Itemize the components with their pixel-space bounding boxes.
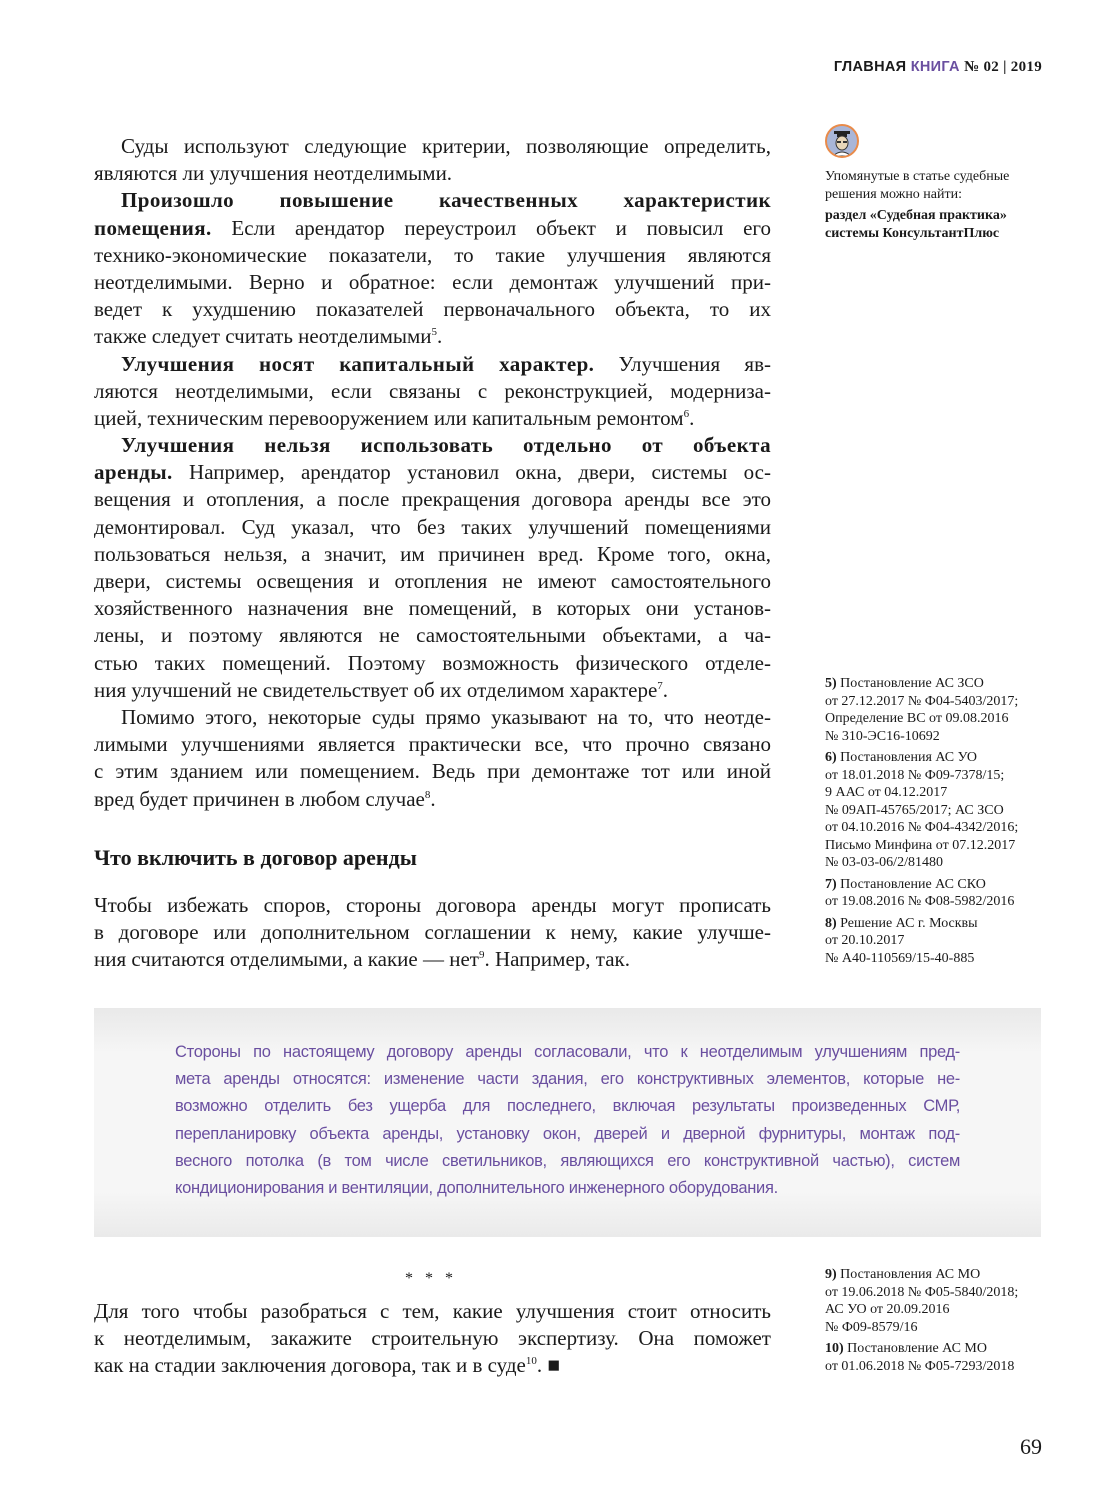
text-run: .: [662, 677, 669, 702]
footnote-line: [825, 950, 1050, 968]
footnote-text: Постановление АС ЗСО: [840, 676, 984, 691]
clause-line: кондиционирования и вентиляции, дополнительного инженерного оборудования.: [175, 1178, 778, 1197]
text-run: Улучшения яв-: [594, 351, 771, 376]
footnote: [825, 915, 1050, 968]
text-line: [94, 650, 771, 677]
footnote-number: 5): [825, 676, 841, 691]
magazine-title: ГЛАВНАЯ: [833, 59, 907, 75]
text-run: .: [437, 324, 443, 349]
text-run: как на стадии заключения договора, так и в суде: [94, 1353, 526, 1378]
footnote-line: [825, 728, 1050, 746]
text-run: стью таких помещений. Поэтому возможность физического отделе-: [94, 650, 771, 675]
footnote-text: Определение ВС от 09.08.2016: [825, 711, 1009, 726]
sample-clause-box: [94, 1008, 1041, 1237]
text-line: [94, 622, 771, 649]
footnote: [825, 1340, 1050, 1375]
text-run: неотделимыми. Верно и обратное: если демонтаж улучшений при-: [94, 269, 771, 294]
footnote-line: [825, 749, 1050, 767]
page-number: 69: [1020, 1434, 1042, 1459]
text-line: [94, 595, 771, 622]
footnote-line: [825, 854, 1050, 872]
footnote-line: [825, 1319, 1050, 1337]
text-run: вещения и отопления, а после прекращения договора аренды все это: [94, 487, 771, 512]
footnote-number: 9): [825, 1267, 841, 1282]
footnote-line: [825, 802, 1050, 820]
text-line: [94, 1298, 771, 1325]
text-run: лены, и поэтому являются не самостоятельными объектами, а ча-: [94, 623, 771, 648]
clause-line: перепланировку объекта аренды, установку окон, дверей и дверной фурнитуры, монтаж под-: [175, 1124, 960, 1143]
text-line: [94, 568, 771, 595]
footnote-line: [825, 1266, 1050, 1284]
text-run: Для того чтобы разобраться с тем, какие улучшения стоит относить: [94, 1299, 771, 1323]
text-line: [94, 677, 771, 704]
text-run: являются ли улучшения неотделимыми.: [94, 161, 453, 186]
sidebar-note: [825, 168, 1050, 242]
footnote-line: [825, 915, 1050, 933]
footnote-text: от 01.06.2018 № Ф05-7293/2018: [825, 1358, 1015, 1374]
text-line: [94, 704, 771, 731]
footnote-line: [825, 710, 1050, 728]
text-run: технико-экономические показатели, то такие улучшения являются: [94, 242, 771, 267]
footnote-number: 6): [825, 750, 841, 765]
text-run: лимыми улучшениями является практически все, что прочно связано: [94, 732, 771, 757]
footnote-text: № 09АП-45765/2017; АС ЗСО: [825, 802, 1004, 818]
note-line: Упомянутые в статье судебные: [825, 169, 1010, 184]
footnote-number: 7): [825, 876, 841, 892]
text-run: ляются неотделимыми, если связаны с реконструкцией, модерниза-: [94, 378, 771, 403]
footnote-line: [825, 1301, 1050, 1319]
footnote: [825, 749, 1050, 872]
text-line: [94, 541, 771, 568]
text-run: цией, техническим перевооружением или капитальным ремонтом: [94, 405, 684, 430]
article-body-top: [94, 133, 771, 813]
footnote-text: Постановление АС СКО: [840, 876, 986, 892]
footnote: [825, 1266, 1050, 1336]
text-run: хозяйственного назначения вне помещений, в которых они установ-: [94, 596, 771, 621]
text-run: . ■: [536, 1353, 561, 1378]
footnote-ref: 6: [683, 407, 690, 420]
bold-lead: Улучшения носят капитальный характер.: [121, 351, 595, 376]
text-line: [94, 242, 771, 269]
footnote-number: 10): [825, 1341, 848, 1356]
footnote-line: [825, 767, 1050, 785]
running-header: [834, 59, 1042, 76]
text-line: [94, 758, 771, 785]
sample-clause-text: [175, 1039, 960, 1202]
text-run: ния считаются отделимыми, а какие — нет: [94, 947, 479, 972]
footnote-text: от 04.10.2016 № Ф04-4342/2016;: [825, 820, 1019, 835]
text-run: ведет к ухудшению показателей первоначального объекта, то их: [94, 297, 771, 322]
text-run: .: [430, 786, 436, 811]
footnote-number: 8): [825, 915, 841, 931]
text-line: [94, 160, 771, 187]
text-line: [94, 919, 771, 946]
bold-lead: Произошло повышение качественных характеристик: [121, 188, 771, 213]
footnotes-group: [825, 675, 1050, 971]
footnote-line: [825, 837, 1050, 855]
text-line: [94, 351, 771, 378]
footnote-text: от 27.12.2017 № Ф04-5403/2017;: [825, 693, 1019, 709]
text-line: [94, 405, 771, 432]
text-run: демонтировал. Суд указал, что без таких улучшений помещениями: [94, 514, 771, 539]
text-line: [94, 514, 771, 541]
footnote-text: 9 ААС от 04.12.2017: [825, 785, 948, 800]
clause-line: Стороны по настоящему договору аренды согласовали, что к неотделимым улучшениям пред-: [175, 1043, 960, 1061]
text-run: Если арендатор переустроил объект и повысил его: [211, 215, 771, 240]
text-run: ния улучшений не свидетельствует об их отделимом характере: [94, 677, 658, 702]
text-line: [94, 1352, 771, 1379]
text-run: с этим зданием или помещением. Ведь при демонтаже тот или иной: [94, 759, 771, 784]
bold-lead: аренды.: [94, 460, 173, 485]
footnote-line: [825, 1284, 1050, 1302]
footnote-line: [825, 675, 1050, 693]
text-run: .: [689, 405, 695, 430]
text-line: [94, 133, 771, 160]
text-line: [94, 459, 771, 486]
article-body-mid: [94, 892, 771, 974]
clause-line: весного потолка (в том числе светильников, являющихся его конструктивной частью), систем: [175, 1151, 960, 1170]
footnote-text: Решение АС г. Москвы: [840, 915, 978, 931]
text-line: [94, 187, 771, 214]
footnote-text: Постановления АС МО: [840, 1267, 981, 1282]
text-run: Помимо этого, некоторые суды прямо указывают на то, что неотде-: [121, 704, 771, 729]
footnote-text: от 20.10.2017: [825, 933, 905, 948]
footnote-text: Постановление АС МО: [847, 1341, 987, 1356]
separator: * * *: [405, 1270, 457, 1287]
footnote-text: от 19.06.2018 № Ф05-5840/2018;: [825, 1284, 1019, 1300]
note-source: системы КонсультантПлюс: [825, 225, 1000, 241]
footnote-text: № А40-110569/15-40-885: [825, 950, 975, 966]
footnote-line: [825, 893, 1050, 911]
text-run: Суды используют следующие критерии, позволяющие определить,: [121, 134, 771, 158]
clause-line: возможно отделить без ущерба для последнего, включая результаты произведенных СМР,: [175, 1097, 960, 1116]
text-run: Чтобы избежать споров, стороны договора аренды могут прописать: [94, 893, 771, 917]
text-line: [94, 946, 771, 973]
text-line: [94, 786, 771, 813]
footnote-text: № 310-ЭС16-10692: [825, 728, 940, 744]
footnote-text: Письмо Минфина от 07.12.2017: [825, 837, 1016, 853]
professor-avatar-icon: [825, 124, 859, 158]
text-line: [94, 378, 771, 405]
text-line: [94, 215, 771, 242]
footnote-ref: 8: [424, 788, 431, 801]
note-source: раздел «Судебная практика»: [825, 208, 1007, 223]
footnote-text: от 18.01.2018 № Ф09-7378/15;: [825, 767, 1005, 783]
footnote-line: [825, 1358, 1050, 1376]
footnote-line: [825, 819, 1050, 837]
footnote-line: [825, 876, 1050, 894]
footnote-text: № 03-03-06/2/81480: [825, 855, 943, 870]
footnote-ref: 10: [525, 1355, 537, 1368]
footnote-text: Постановления АС УО: [840, 750, 977, 765]
text-run: также следует считать неотделимыми: [94, 324, 432, 349]
clause-line: мета аренды относятся: изменение части здания, его конструктивных элементов, которые не-: [175, 1070, 960, 1089]
footnote-line: [825, 1340, 1050, 1358]
footnotes-group: [825, 1266, 1050, 1379]
text-line: [94, 269, 771, 296]
article-body-bottom: [94, 1298, 771, 1380]
footnote-text: № Ф09-8579/16: [825, 1319, 918, 1335]
text-line: [94, 432, 771, 459]
text-run: пользоваться нельзя, а значит, им причинен вред. Кроме того, окна,: [94, 541, 771, 566]
text-run: к неотделимым, закажите строительную экспертизу. Она поможет: [94, 1326, 771, 1351]
text-line: [94, 296, 771, 323]
footnote-text: от 19.08.2016 № Ф08-5982/2016: [825, 894, 1015, 909]
section-heading: Что включить в договор аренды: [94, 845, 417, 870]
bold-lead: Улучшения нельзя использовать отдельно от объекта: [121, 433, 771, 458]
footnote-ref: 5: [431, 326, 438, 339]
footnote-line: [825, 932, 1050, 950]
note-line: решения можно найти:: [825, 186, 963, 202]
magazine-title-accent: КНИГА: [910, 59, 960, 75]
text-run: . Например, так.: [484, 947, 630, 972]
bold-lead: помещения.: [94, 215, 212, 240]
footnote-line: [825, 784, 1050, 802]
text-line: [94, 323, 771, 350]
footnote-text: АС УО от 20.09.2016: [825, 1302, 950, 1317]
text-line: [94, 731, 771, 758]
footnote: [825, 876, 1050, 911]
footnote-line: [825, 693, 1050, 711]
footnote-ref: 7: [657, 679, 663, 692]
footnote-ref: 9: [478, 949, 485, 962]
text-run: вред будет причинен в любом случае: [94, 786, 425, 811]
text-line: [94, 1325, 771, 1352]
text-run: в договоре или дополнительном соглашении к нему, какие улучше-: [94, 920, 771, 945]
text-line: [94, 892, 771, 919]
text-run: Например, арендатор установил окна, двери, системы ос-: [172, 460, 771, 485]
footnote: [825, 675, 1050, 745]
text-line: [94, 486, 771, 513]
text-run: двери, системы освещения и отопления не имеют самостоятельного: [94, 569, 771, 593]
issue-number: № 02 | 2019: [964, 59, 1042, 75]
